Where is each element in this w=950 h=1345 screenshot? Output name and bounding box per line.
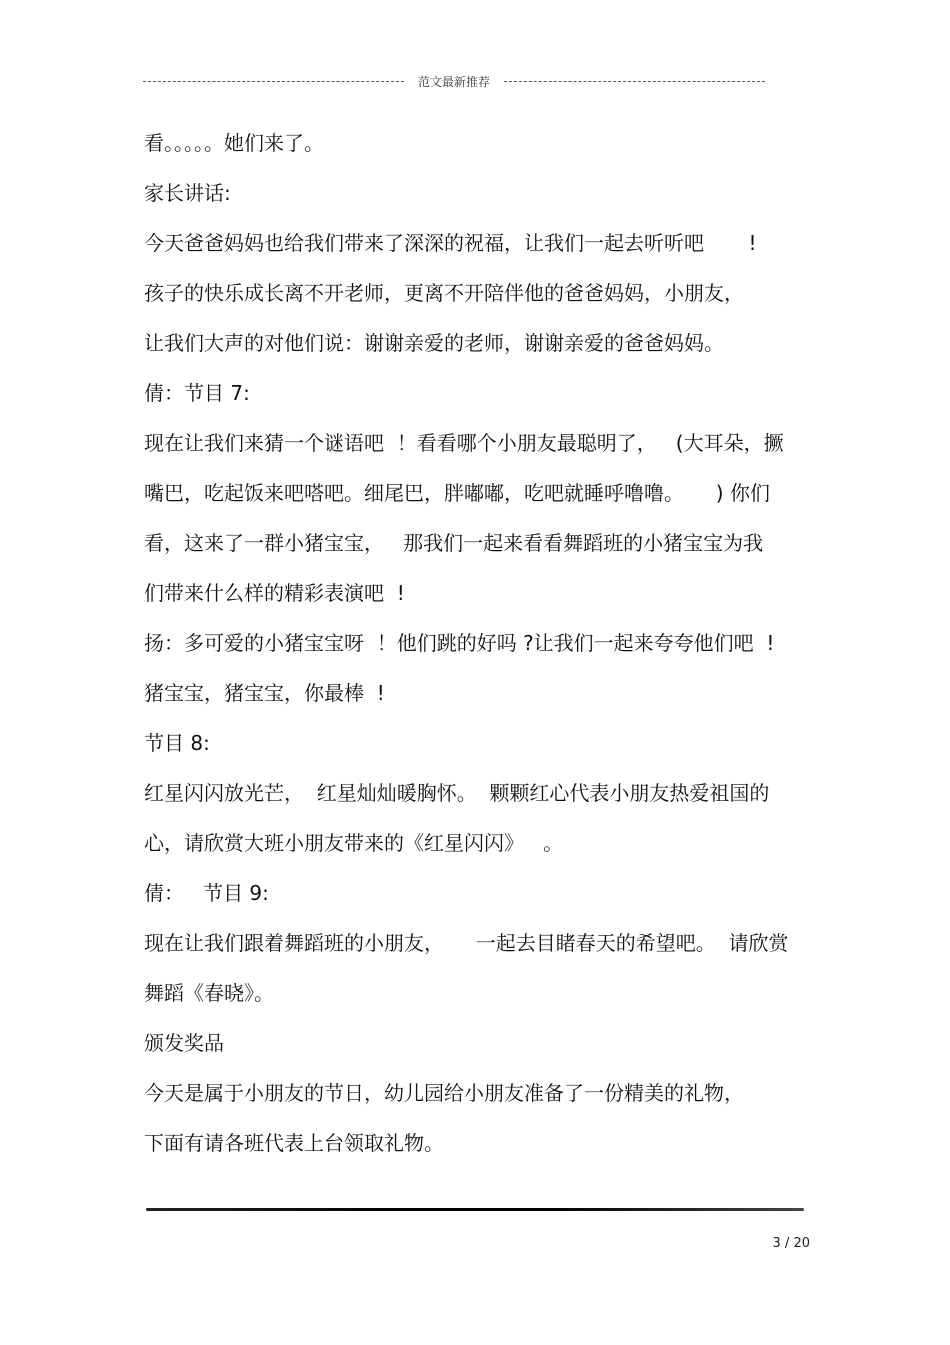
text-line: 看，这来了一群小猪宝宝， 那我们一起来看看舞蹈班的小猪宝宝为我 <box>144 531 764 555</box>
text-line: 看。。。。。她们来了。 <box>144 131 324 155</box>
header-dashed-rule-right <box>504 81 765 82</box>
footer-rule <box>146 1208 804 1211</box>
text-line: 舞蹈《春晓》。 <box>144 981 274 1005</box>
header-title: 范文最新推荐 <box>418 74 491 89</box>
document-body <box>144 118 809 1168</box>
text-line: 嘴巴，吃起饭来吧嗒吧。细尾巴，胖嘟嘟，吃吧就睡呼噜噜。 ) 你们 <box>144 481 770 505</box>
text-line: 倩： 节目 9: <box>144 881 269 905</box>
text-line: 颁发奖品 <box>144 1031 224 1055</box>
text-line: 孩子的快乐成长离不开老师，更离不开陪伴他的爸爸妈妈，小朋友， <box>144 281 744 305</box>
text-line: 扬：多可爱的小猪宝宝呀 ！他们跳的好吗 ?让我们一起来夸夸他们吧 ! <box>144 631 775 655</box>
text-line: 红星闪闪放光芒， 红星灿灿暖胸怀。 颗颗红心代表小朋友热爱祖国的 <box>144 781 770 805</box>
text-line: 今天是属于小朋友的节日，幼儿园给小朋友准备了一份精美的礼物， <box>144 1081 744 1105</box>
text-line: 现在让我们跟着舞蹈班的小朋友， 一起去目睹春天的希望吧。 请欣赏 <box>144 931 789 955</box>
text-line: 们带来什么样的精彩表演吧 ! <box>144 581 405 605</box>
page-header <box>143 72 765 90</box>
text-line: 现在让我们来猜一个谜语吧 ！看看哪个小朋友最聪明了， (大耳朵，撅 <box>144 431 784 455</box>
text-line: 今天爸爸妈妈也给我们带来了深深的祝福，让我们一起去听听吧 ! <box>144 231 757 255</box>
text-line: 猪宝宝，猪宝宝，你最棒 ! <box>144 681 385 705</box>
text-line: 家长讲话: <box>144 181 231 205</box>
page-number: 3 / 20 <box>772 1236 810 1251</box>
text-line: 心，请欣赏大班小朋友带来的《红星闪闪》 。 <box>144 831 564 855</box>
text-line: 下面有请各班代表上台领取礼物。 <box>144 1131 444 1155</box>
text-line: 让我们大声的对他们说：谢谢亲爱的老师，谢谢亲爱的爸爸妈妈。 <box>144 331 724 355</box>
header-dashed-rule-left <box>143 81 404 82</box>
text-line: 节目 8: <box>144 731 210 755</box>
text-line: 倩：节目 7: <box>144 381 250 405</box>
